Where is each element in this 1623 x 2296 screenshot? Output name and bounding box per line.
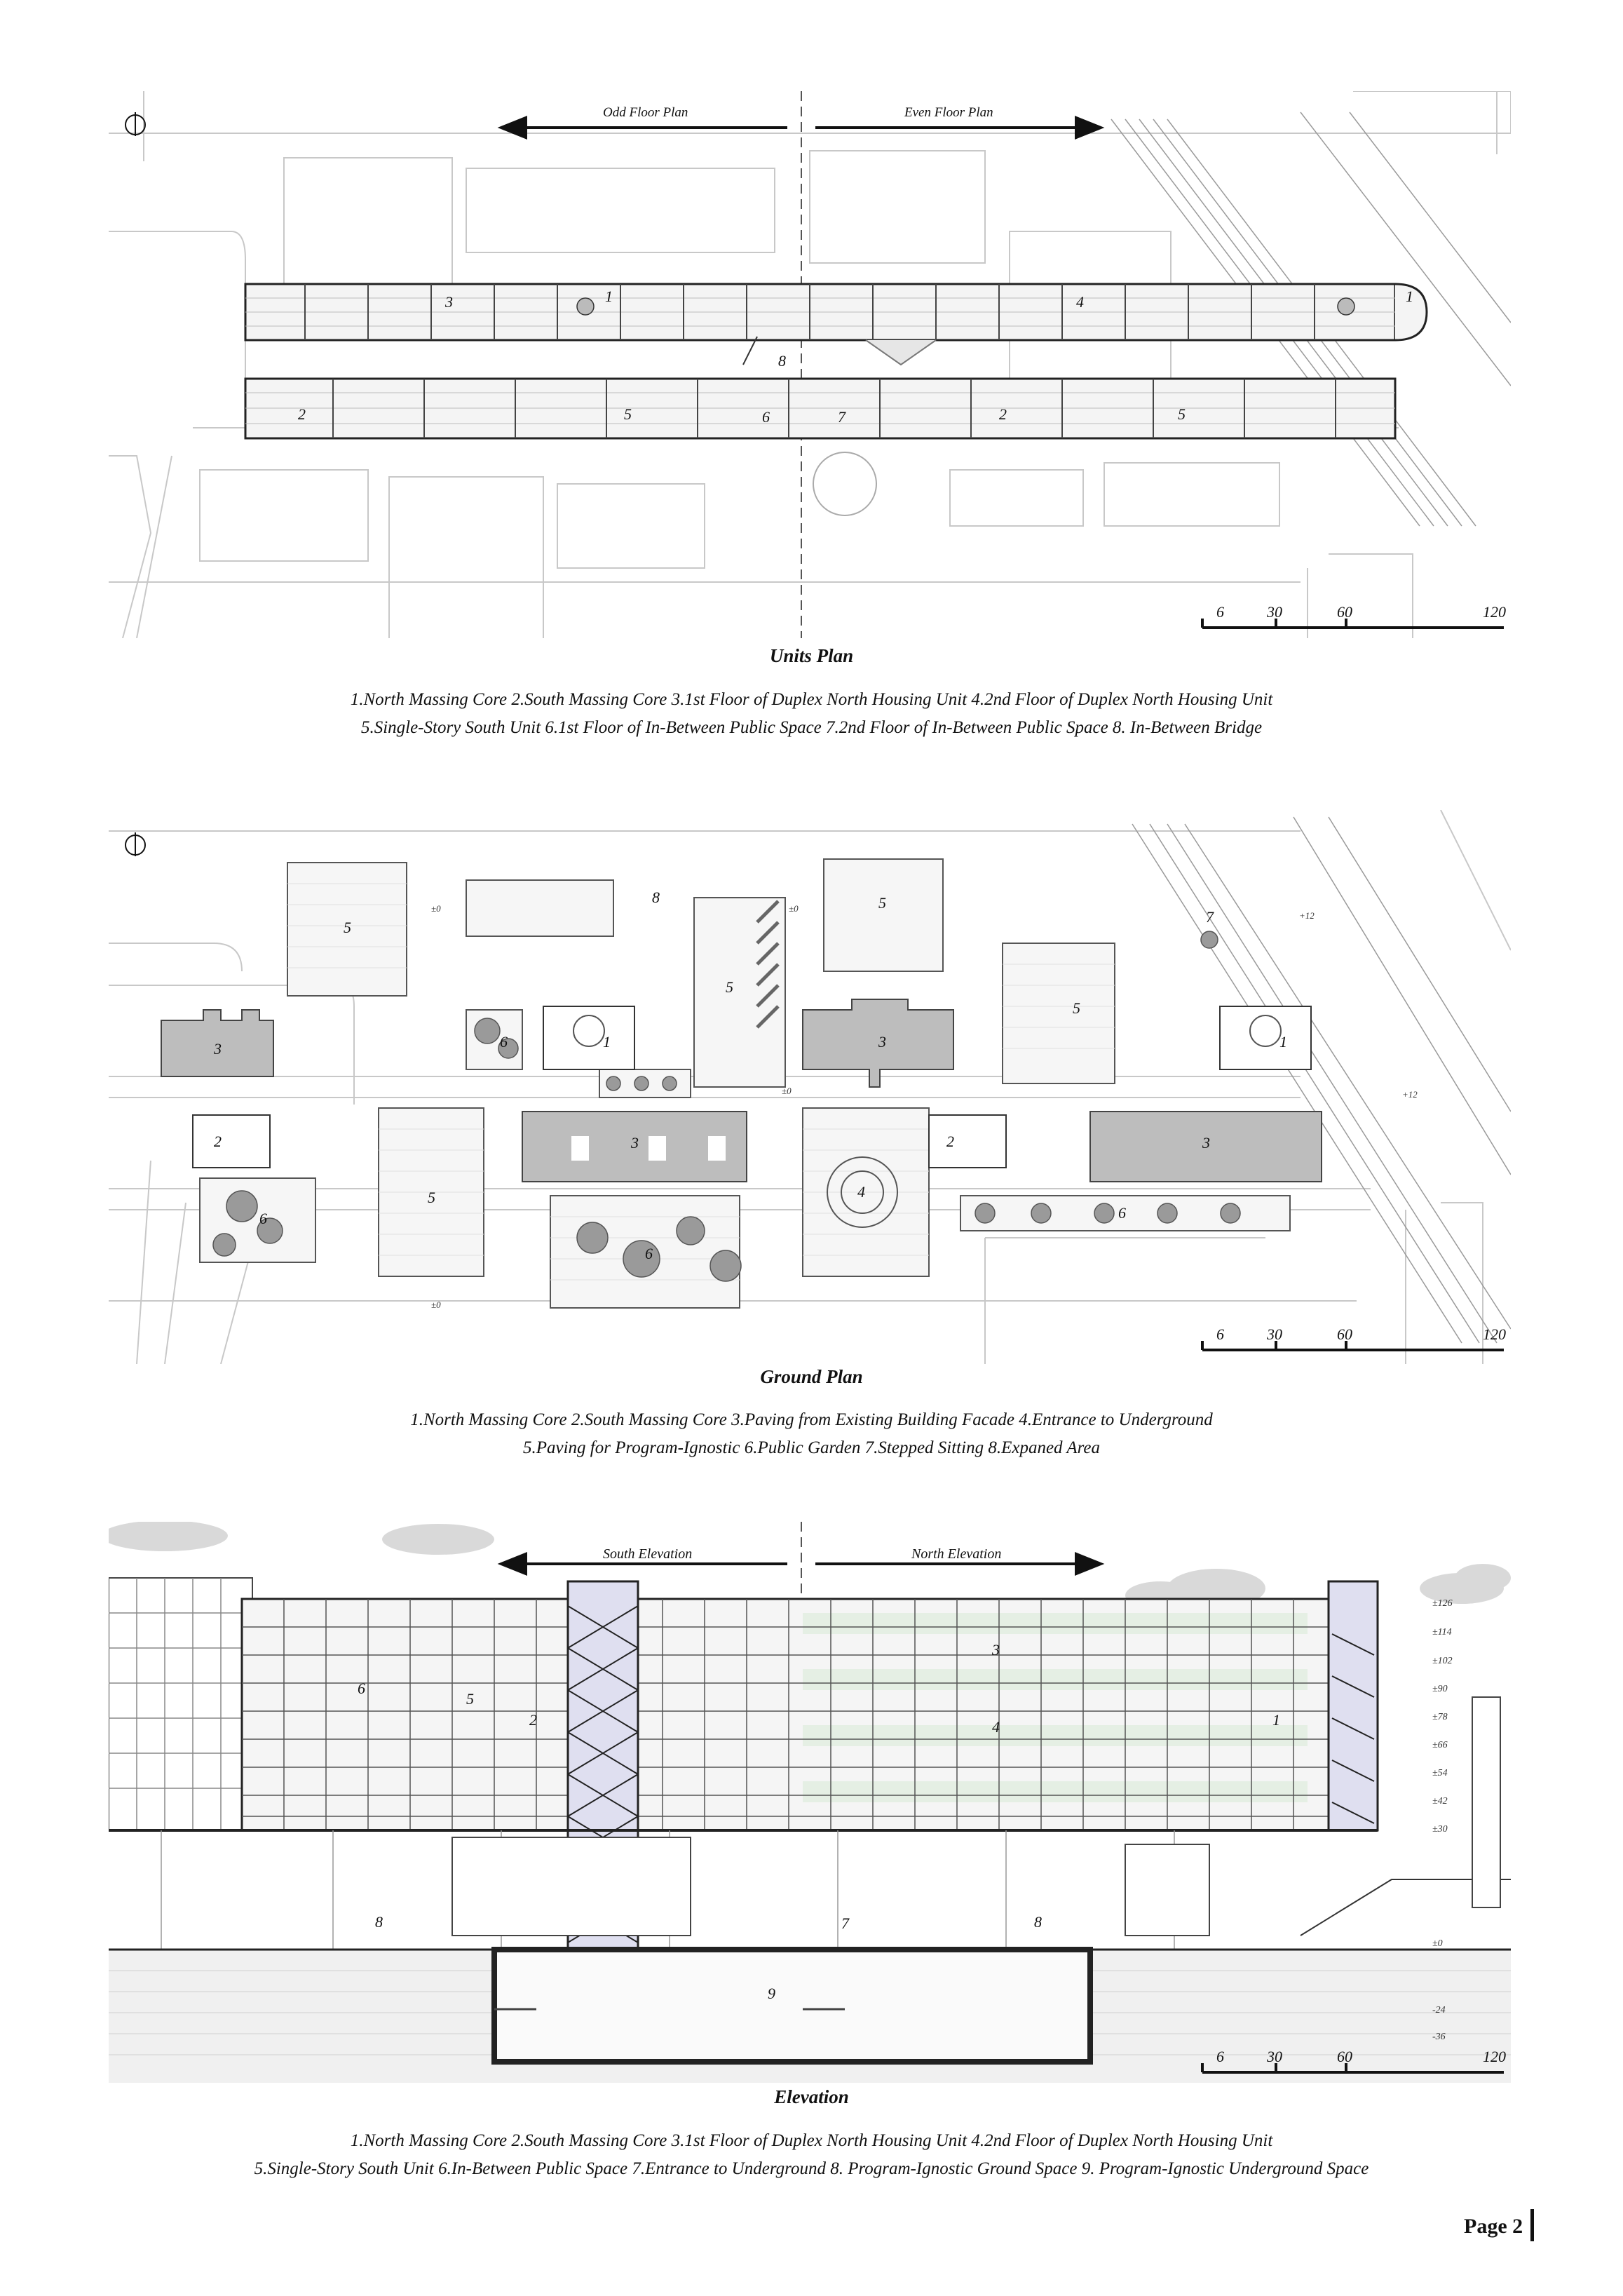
ground-tag-6d: 6 [1118,1204,1126,1222]
units-scale-6: 6 [1216,603,1224,621]
elev-tag-8: 8 [375,1913,383,1931]
elev-level-66: ±66 [1432,1740,1448,1750]
ground-tag-2b: 2 [946,1133,954,1150]
elev-level-0: ±0 [1432,1938,1443,1949]
ground-tag-3: 3 [214,1040,222,1058]
ground-plan-legend-2: 5.Paving for Program-Ignostic 6.Public Garden 7.Stepped Sitting 8.Expaned Area [522,1438,1101,1457]
elev-level-n24: -24 [1432,2005,1446,2015]
ground-tag-8: 8 [652,889,660,906]
ground-tag-7: 7 [1206,908,1214,926]
units-tag-2b: 2 [999,405,1007,423]
units-arrow-right-label: Even Floor Plan [904,105,993,120]
units-arrow-left-label: Odd Floor Plan [603,105,688,120]
elev-level-42: ±42 [1432,1796,1448,1807]
units-plan-drawing [109,91,1511,638]
elev-level-n36: -36 [1432,2032,1446,2042]
ground-scale-6: 6 [1216,1325,1224,1343]
ground-plan-title: Ground Plan [760,1366,863,1387]
units-tag-5: 5 [624,405,632,423]
elevation-arrow-left-label: South Elevation [603,1546,693,1562]
elevation-title: Elevation [774,2086,849,2107]
elev-level-54: ±54 [1432,1768,1448,1778]
ground-level-4: ±0 [431,1299,441,1310]
elev-scale-120: 120 [1483,2048,1506,2065]
ground-level-3: ±0 [782,1086,792,1096]
ground-level-5: +12 [1299,910,1315,921]
elev-level-30: ±30 [1432,1824,1448,1835]
units-tag-2: 2 [298,405,306,423]
elev-tag-9: 9 [768,1985,775,2002]
elev-level-90: ±90 [1432,1684,1448,1694]
elev-level-126: ±126 [1432,1598,1453,1609]
units-scale-120: 120 [1483,603,1506,621]
elev-scale-60: 60 [1337,2048,1352,2065]
units-tag-6: 6 [762,408,770,426]
elev-tag-1: 1 [1272,1711,1280,1729]
elev-tag-5: 5 [466,1690,474,1708]
units-tag-1: 1 [605,288,613,305]
elev-tag-4: 4 [992,1718,1000,1736]
units-tag-4: 4 [1076,293,1084,311]
units-tag-7: 7 [838,408,846,426]
ground-tag-3d: 3 [1202,1134,1210,1152]
elev-tag-8b: 8 [1034,1913,1042,1931]
elev-tag-2: 2 [529,1711,537,1729]
ground-scale-120: 120 [1483,1325,1506,1343]
units-tag-8: 8 [778,352,786,370]
units-scale-60: 60 [1337,603,1352,621]
elev-level-78: ±78 [1432,1712,1448,1722]
ground-tag-5: 5 [344,919,351,936]
elev-tag-6: 6 [358,1680,365,1697]
ground-tag-4: 4 [857,1183,865,1201]
ground-tag-6: 6 [259,1210,267,1227]
page-number-bar [1530,2209,1534,2241]
ground-level-6: +12 [1402,1089,1418,1100]
units-tag-5b: 5 [1178,405,1186,423]
ground-scale-60: 60 [1337,1325,1352,1343]
elev-level-114: ±114 [1432,1627,1452,1637]
elevation-arrow-right-label: North Elevation [911,1546,1002,1562]
ground-tag-5d: 5 [1073,999,1080,1017]
ground-tag-5e: 5 [428,1189,435,1206]
units-plan-legend-1: 1.North Massing Core 2.South Massing Core 3.1st Floor of Duplex North Housing Unit 4.2nd Floor of Duplex North Housing Unit [350,690,1273,709]
ground-tag-5c: 5 [878,894,886,912]
ground-tag-1: 1 [603,1033,611,1051]
elev-level-102: ±102 [1432,1656,1453,1666]
ground-tag-6c: 6 [645,1245,653,1262]
units-tag-1b: 1 [1406,288,1413,305]
ground-plan-legend-1: 1.North Massing Core 2.South Massing Core 3.Paving from Existing Building Facade 4.Entrance to Underground [410,1410,1213,1429]
page-number: Page 2 [1464,2215,1523,2238]
ground-tag-3c: 3 [631,1134,639,1152]
ground-plan-drawing [109,810,1511,1364]
ground-scale-30: 30 [1267,1325,1282,1343]
elev-scale-30: 30 [1267,2048,1282,2065]
ground-tag-3b: 3 [878,1033,886,1051]
elevation-legend-1: 1.North Massing Core 2.South Massing Core 3.1st Floor of Duplex North Housing Unit 4.2nd Floor of Duplex North Housing Unit [350,2131,1273,2150]
ground-level-1: ±0 [431,903,441,914]
units-scale-30: 30 [1267,603,1282,621]
ground-tag-2: 2 [214,1133,222,1150]
elevation-drawing [109,1522,1511,2083]
units-tag-3: 3 [445,293,453,311]
ground-tag-5b: 5 [726,978,733,996]
units-plan-title: Units Plan [769,645,854,666]
elevation-legend-2: 5.Single-Story South Unit 6.In-Between Public Space 7.Entrance to Underground 8. Program-Ignostic Ground Space 9. Program-Ignostic Underground Space [254,2159,1369,2178]
elev-tag-3: 3 [992,1641,1000,1659]
ground-level-2: ±0 [789,903,799,914]
units-plan-legend-2: 5.Single-Story South Unit 6.1st Floor of In-Between Public Space 7.2nd Floor of In-Between Public Space 8. In-Between Bridge [360,718,1263,737]
ground-tag-6b: 6 [500,1033,508,1051]
elev-tag-7: 7 [841,1915,849,1932]
elev-scale-6: 6 [1216,2048,1224,2065]
ground-tag-1b: 1 [1279,1033,1287,1051]
